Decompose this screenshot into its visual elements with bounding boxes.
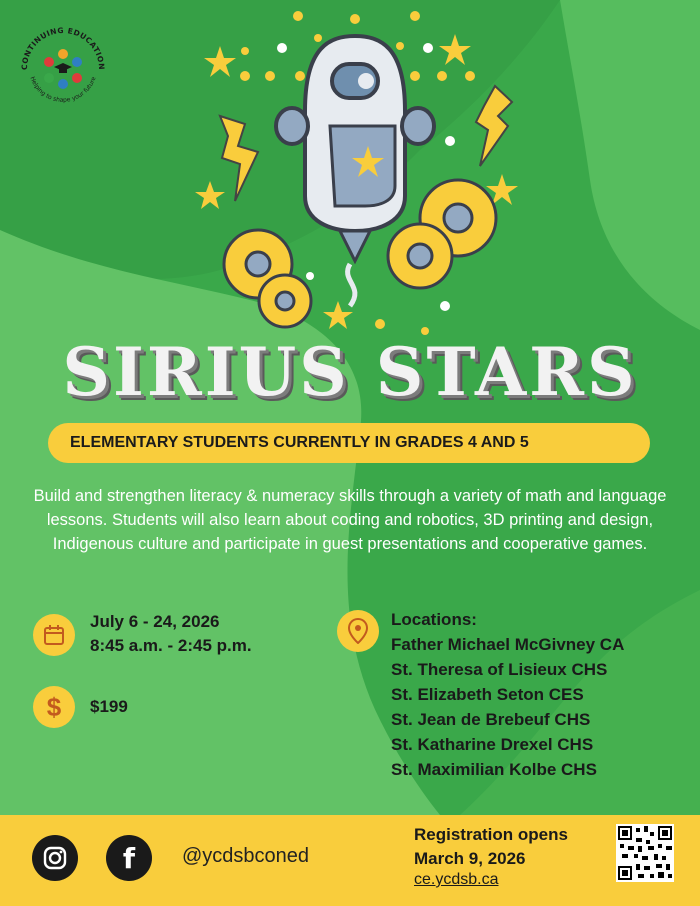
- robot-illustration: [190, 6, 520, 336]
- location-item: Father Michael McGivney CA: [391, 635, 625, 654]
- locations-heading: Locations:: [391, 610, 477, 629]
- dollar-icon: $: [33, 686, 75, 728]
- locations-list: [391, 632, 624, 782]
- facebook-icon[interactable]: f: [106, 835, 152, 881]
- location-item: St. Elizabeth Seton CES: [391, 685, 584, 704]
- location-item: St. Katharine Drexel CHS: [391, 735, 594, 754]
- location-item: St. Maximilian Kolbe CHS: [391, 760, 597, 779]
- social-handle[interactable]: @ycdsbconed: [182, 845, 310, 867]
- location-pin-icon: [337, 610, 379, 652]
- audience-text: ELEMENTARY STUDENTS CURRENTLY IN GRADES 4 AND 5: [70, 434, 529, 451]
- audience-banner: [48, 423, 650, 463]
- svg-text:Helping to shape your future: Helping to shape your future: [28, 75, 98, 104]
- locations-block: [391, 607, 624, 782]
- schedule-dates: July 6 - 24, 2026: [90, 612, 220, 631]
- program-description: Build and strengthen literacy & numeracy skills through a variety of math and language lessons. Students will also learn about coding and robotics, 3D printing and design, Indigenous culture and participate in guest presentations and cooperative games.: [33, 487, 667, 553]
- continuing-education-logo: [14, 20, 112, 118]
- schedule-time: 8:45 a.m. - 2:45 p.m.: [90, 636, 252, 655]
- price: $199: [90, 697, 128, 716]
- location-item: St. Theresa of Lisieux CHS: [391, 660, 608, 679]
- location-item: St. Jean de Brebeuf CHS: [391, 710, 591, 729]
- registration-line: Registration opens: [414, 825, 568, 844]
- schedule-block: [90, 610, 252, 658]
- website-link[interactable]: ce.ycdsb.ca: [414, 871, 499, 888]
- instagram-icon[interactable]: [32, 835, 78, 881]
- svg-text:CONTINUING EDUCATION: CONTINUING EDUCATION: [19, 25, 107, 71]
- footer-bar: [0, 815, 700, 906]
- registration-date: March 9, 2026: [414, 849, 526, 868]
- registration-info: [414, 823, 568, 871]
- calendar-icon: [33, 614, 75, 656]
- program-title: SIRIUS STARS: [62, 333, 638, 411]
- qr-code[interactable]: [616, 824, 674, 882]
